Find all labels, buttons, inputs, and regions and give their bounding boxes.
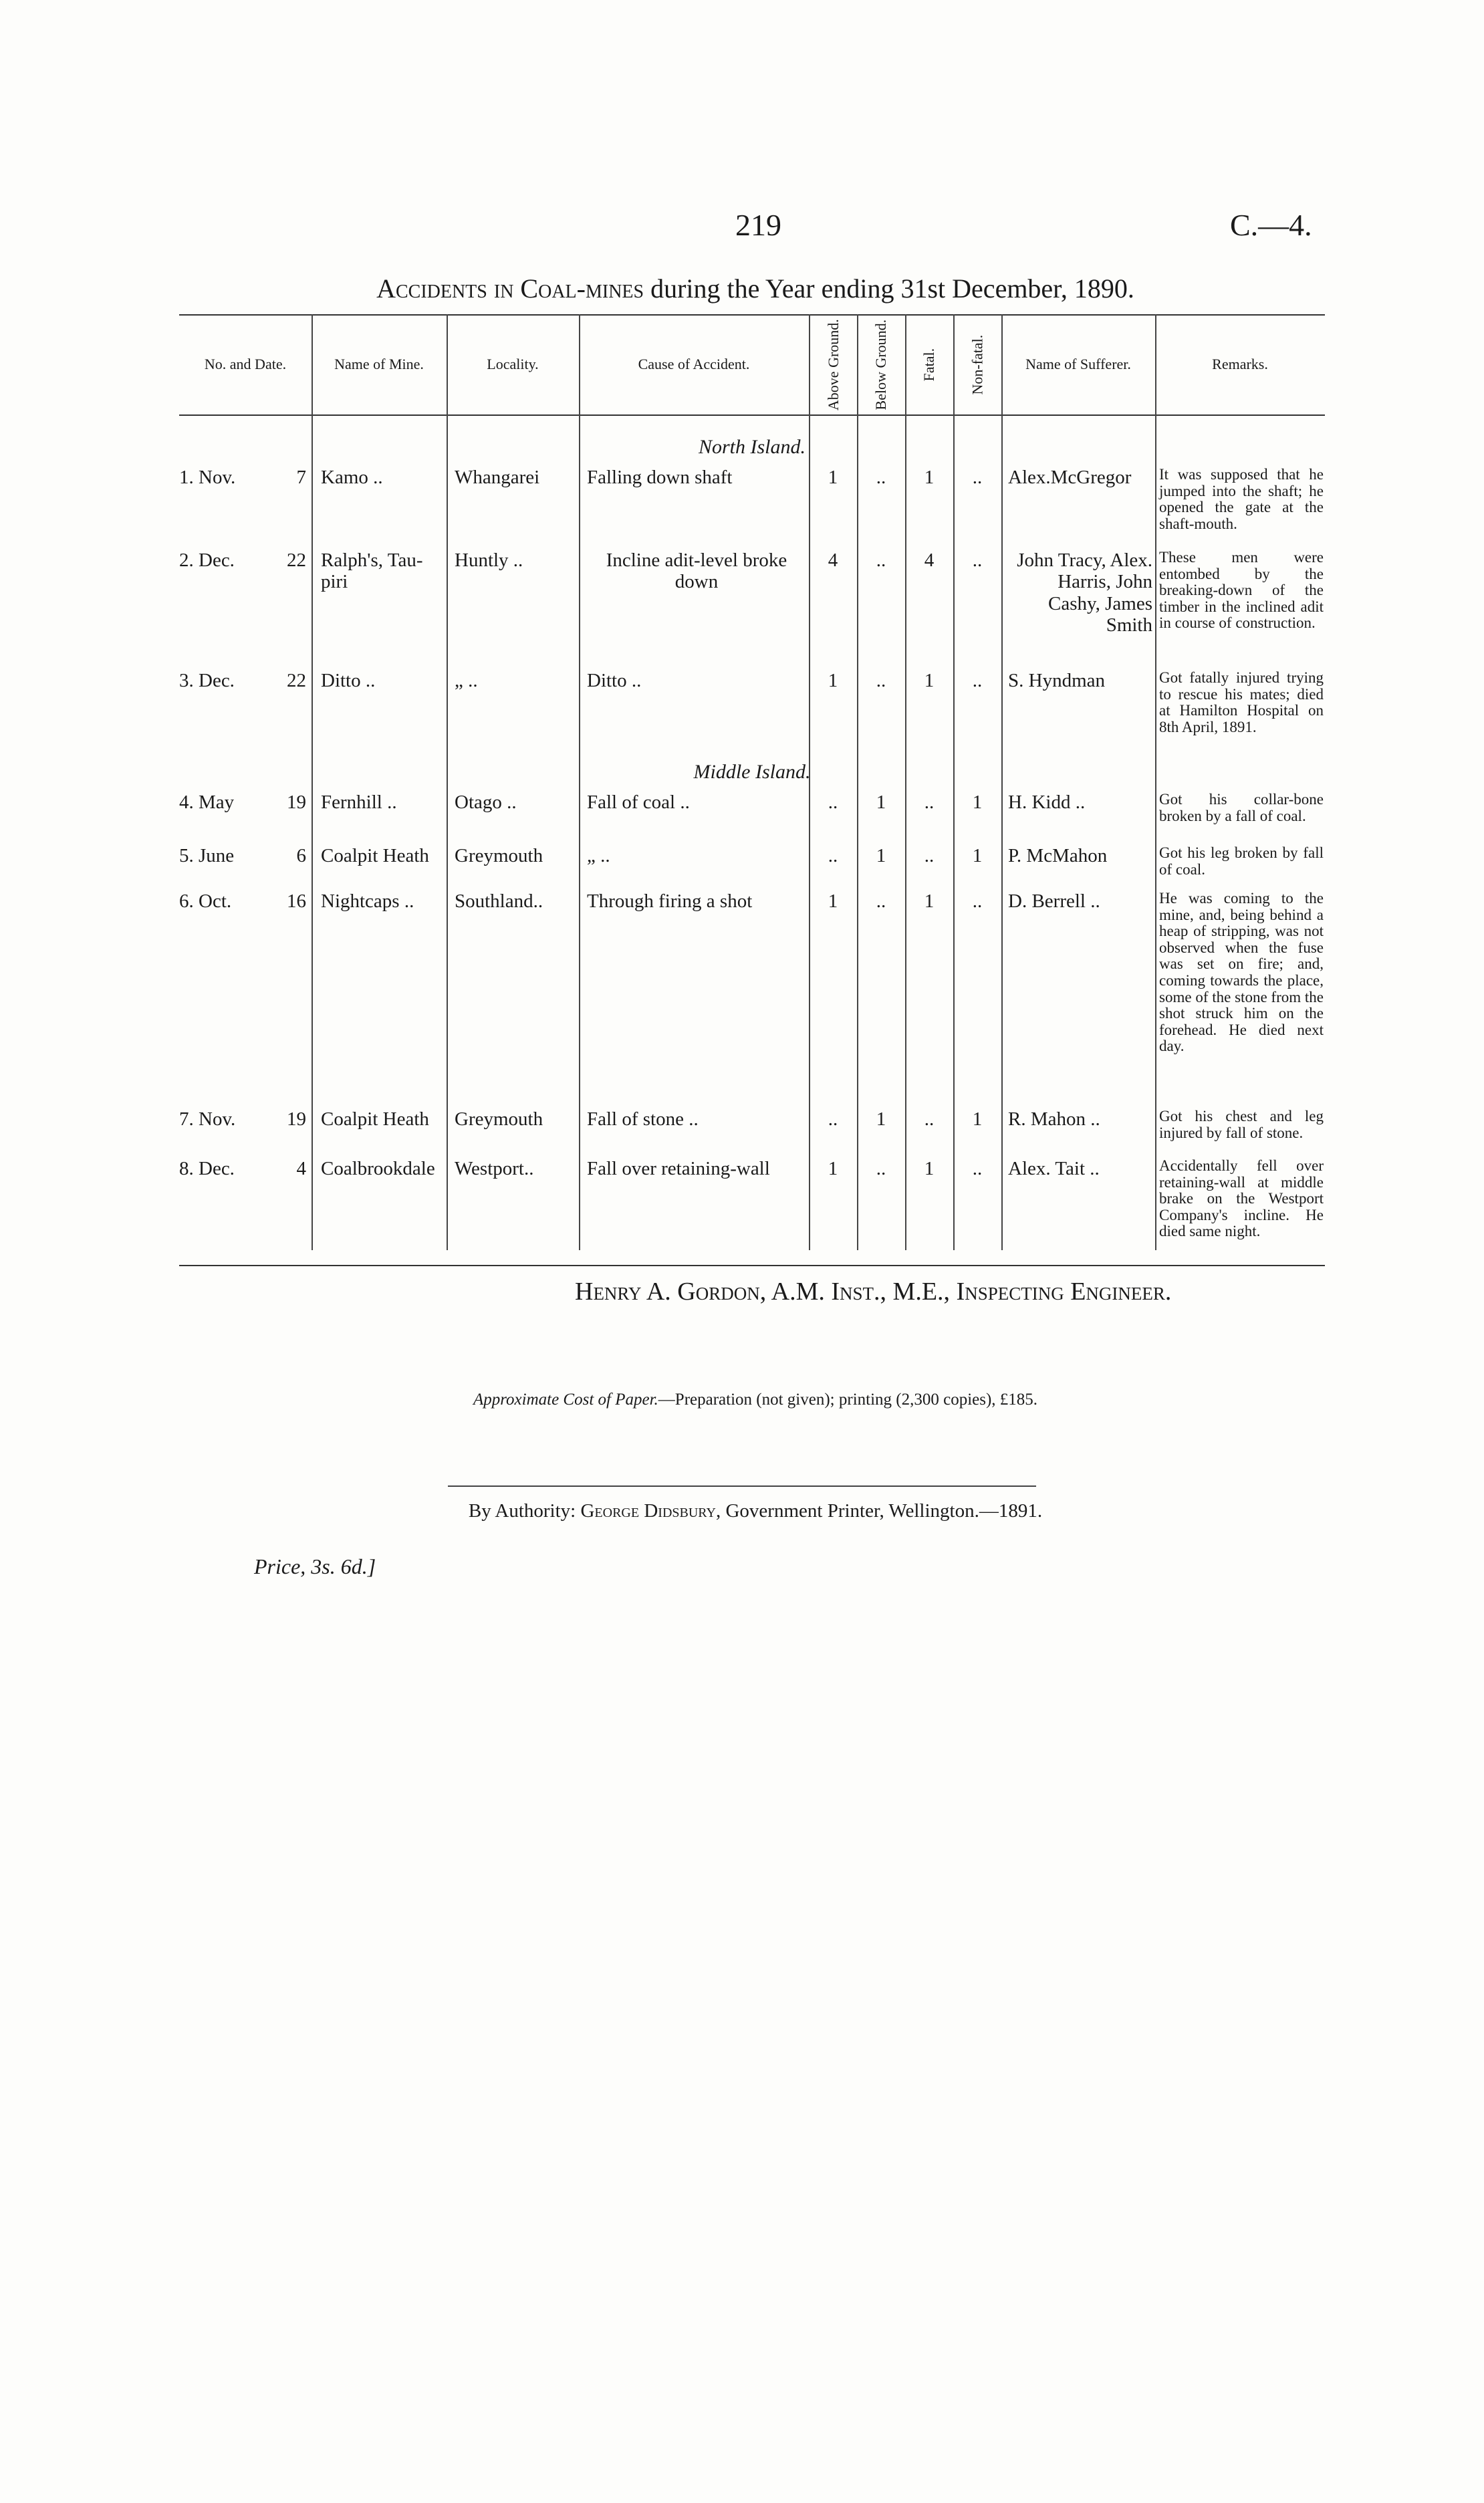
header-above-ground xyxy=(809,319,857,411)
row-day: 22 xyxy=(287,550,306,571)
page-number: 219 xyxy=(735,208,781,242)
row-locality: Greymouth xyxy=(455,845,543,866)
row-below-ground: .. xyxy=(876,1158,886,1179)
row-above-ground: 1 xyxy=(828,1158,838,1179)
row-non-fatal: .. xyxy=(972,670,983,691)
title-part-2: in xyxy=(493,273,514,304)
row-day: 6 xyxy=(296,845,306,866)
row-fatal: 4 xyxy=(924,550,935,571)
row-below-ground: 1 xyxy=(876,1108,886,1130)
header-bottom-rule xyxy=(179,414,1325,416)
row-day: 4 xyxy=(296,1158,306,1179)
row-remarks: Got fatally injured trying to rescue his mates; died at Hamilton Hospital on 8th April, 1891. xyxy=(1159,669,1324,735)
authority-suffix: , Government Printer, Wellington.—1891. xyxy=(715,1500,1043,1522)
header-remarks: Remarks. xyxy=(1212,356,1268,373)
row-cause: „ .. xyxy=(587,845,610,866)
row-above-ground: 1 xyxy=(828,467,838,488)
row-mine: Coalbrookdale xyxy=(321,1158,435,1179)
row-sufferer: R. Mahon .. xyxy=(1008,1108,1100,1130)
row-fatal: 1 xyxy=(924,670,935,691)
row-mine: Coalpit Heath xyxy=(321,1108,429,1130)
page-code: C.—4. xyxy=(1230,208,1312,242)
row-cause: Ditto .. xyxy=(587,670,642,691)
row-number: 5. June xyxy=(179,845,235,866)
approximate-cost xyxy=(180,1391,1330,1409)
row-number: 4. May xyxy=(179,792,235,813)
row-day: 16 xyxy=(287,890,306,912)
accidents-table xyxy=(179,314,1325,1250)
divider xyxy=(448,1485,1036,1487)
title-part-3: Coal-mines xyxy=(520,273,644,304)
row-mine: Coalpit Heath xyxy=(321,845,429,866)
header-below-ground xyxy=(857,322,905,408)
row-fatal: .. xyxy=(924,792,935,813)
row-day: 19 xyxy=(287,792,306,813)
row-cause: Falling down shaft xyxy=(587,467,733,488)
row-day: 19 xyxy=(287,1108,306,1130)
header-cause: Cause of Accident. xyxy=(638,356,750,373)
cost-text: —Preparation (not given); printing (2,300 copies), £185. xyxy=(658,1391,1038,1409)
row-fatal: 1 xyxy=(924,1158,935,1179)
row-sufferer: D. Berrell .. xyxy=(1008,890,1100,912)
header-above-ground-label: Above Ground. xyxy=(824,319,842,411)
row-below-ground: .. xyxy=(876,467,886,488)
row-mine: Nightcaps .. xyxy=(321,890,414,912)
row-locality: „ .. xyxy=(455,670,478,691)
row-non-fatal: .. xyxy=(972,467,983,488)
row-above-ground: .. xyxy=(828,845,838,866)
row-non-fatal: 1 xyxy=(972,1108,983,1130)
row-cause: Incline adit-level broke down xyxy=(606,550,787,593)
row-cause: Fall over retaining-wall xyxy=(587,1158,770,1179)
row-remarks: It was supposed that he jumped into the shaft; he opened the gate at the shaft-mouth. xyxy=(1159,466,1324,532)
row-sufferer: John Tracy, Alex. Harris, John Cashy, James Smith xyxy=(1017,550,1152,636)
row-number: 8. Dec. xyxy=(179,1158,235,1179)
row-mine: Kamo .. xyxy=(321,467,383,488)
row-below-ground: 1 xyxy=(876,792,886,813)
title-part-4: during the Year ending 31st December, 1890. xyxy=(650,273,1134,304)
header-below-ground-label: Below Ground. xyxy=(872,320,890,410)
section-middle-island: Middle Island. xyxy=(693,761,811,783)
row-non-fatal: .. xyxy=(972,1158,983,1179)
title-part-1: Accidents xyxy=(376,273,487,304)
row-number: 6. Oct. xyxy=(179,890,232,912)
row-number: 2. Dec. xyxy=(179,550,235,571)
row-number: 3. Dec. xyxy=(179,670,235,691)
cost-label: Approximate Cost of Paper. xyxy=(473,1391,658,1409)
row-mine: Ralph's, Tau-piri xyxy=(321,550,423,593)
row-day: 7 xyxy=(296,467,306,488)
row-day: 22 xyxy=(287,670,306,691)
row-number: 1. Nov. xyxy=(179,467,236,488)
row-locality: Huntly .. xyxy=(455,550,523,571)
row-sufferer: H. Kidd .. xyxy=(1008,792,1086,813)
row-mine: Ditto .. xyxy=(321,670,376,691)
row-above-ground: .. xyxy=(828,1108,838,1130)
row-below-ground: 1 xyxy=(876,845,886,866)
row-sufferer: Alex. Tait .. xyxy=(1008,1158,1100,1179)
header-fatal-label: Fatal. xyxy=(920,348,938,382)
header-non-fatal-label: Non-fatal. xyxy=(969,335,986,395)
printer-name: George Didsbury xyxy=(580,1500,716,1522)
row-below-ground: .. xyxy=(876,550,886,571)
row-below-ground: .. xyxy=(876,890,886,912)
section-north-island: North Island. xyxy=(698,436,806,458)
header-locality: Locality. xyxy=(487,356,539,373)
row-remarks: Accidentally fell over retaining-wall at middle brake on the Westport Company's incline. He died same night. xyxy=(1159,1157,1324,1240)
row-cause: Through firing a shot xyxy=(587,890,753,912)
row-mine: Fernhill .. xyxy=(321,792,397,813)
price: Price, 3s. 6d.] xyxy=(254,1554,376,1578)
row-cause: Fall of coal .. xyxy=(587,792,690,813)
authority-line xyxy=(180,1500,1330,1522)
row-sufferer: Alex.McGregor xyxy=(1008,467,1132,488)
signature: Henry A. Gordon, A.M. Inst., M.E., Inspecting Engineer. xyxy=(575,1278,1172,1306)
row-fatal: 1 xyxy=(924,890,935,912)
row-above-ground: 1 xyxy=(828,670,838,691)
row-fatal: .. xyxy=(924,1108,935,1130)
row-locality: Westport.. xyxy=(455,1158,534,1179)
row-remarks: Got his leg broken by fall of coal. xyxy=(1159,844,1324,878)
row-fatal: .. xyxy=(924,845,935,866)
row-fatal: 1 xyxy=(924,467,935,488)
row-above-ground: 4 xyxy=(828,550,838,571)
row-below-ground: .. xyxy=(876,670,886,691)
row-above-ground: .. xyxy=(828,792,838,813)
row-locality: Whangarei xyxy=(455,467,540,488)
header-fatal xyxy=(905,322,953,408)
row-sufferer: S. Hyndman xyxy=(1008,670,1105,691)
row-locality: Greymouth xyxy=(455,1108,543,1130)
authority-prefix: By Authority: xyxy=(468,1500,576,1522)
row-number: 7. Nov. xyxy=(179,1108,236,1130)
row-remarks: Got his collar-bone broken by a fall of coal. xyxy=(1159,791,1324,824)
row-locality: Southland.. xyxy=(455,890,543,912)
row-sufferer: P. McMahon xyxy=(1008,845,1108,866)
row-remarks: Got his chest and leg injured by fall of stone. xyxy=(1159,1108,1324,1141)
row-locality: Otago .. xyxy=(455,792,517,813)
row-non-fatal: .. xyxy=(972,550,983,571)
row-above-ground: 1 xyxy=(828,890,838,912)
row-remarks: These men were entombed by the breaking-down of the timber in the inclined adit in course of construction. xyxy=(1159,549,1324,632)
table-bottom-rule xyxy=(179,1265,1325,1266)
row-non-fatal: .. xyxy=(972,890,983,912)
row-non-fatal: 1 xyxy=(972,845,983,866)
header-mine: Name of Mine. xyxy=(334,356,424,373)
row-cause: Fall of stone .. xyxy=(587,1108,699,1130)
header-no-date: No. and Date. xyxy=(204,356,287,373)
header-sufferer: Name of Sufferer. xyxy=(1025,356,1131,373)
row-remarks: He was coming to the mine, and, being behind a heap of stripping, was not observed when the fuse was set on fire; and, coming towards the place, some of the stone from the shot struck him on the forehead. He died next day. xyxy=(1159,890,1324,1055)
row-non-fatal: 1 xyxy=(972,792,983,813)
table-title xyxy=(180,273,1330,304)
header-non-fatal xyxy=(953,322,1001,408)
